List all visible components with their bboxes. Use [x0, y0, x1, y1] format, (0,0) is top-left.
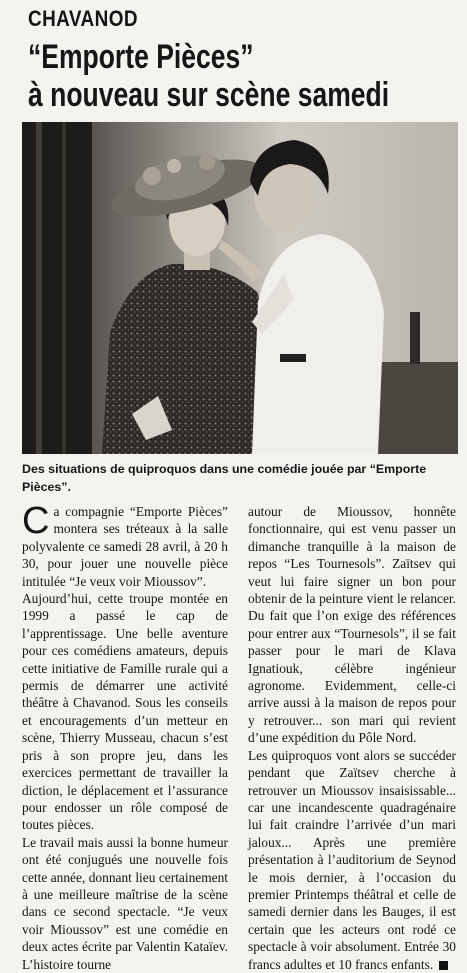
- photo-illustration: [22, 122, 458, 454]
- photo-caption: Des situations de quiproquos dans une comédie jouée par “Emporte Pièces”.: [22, 462, 427, 494]
- paragraph-intro-text: a compagnie “Emporte Pièces” montera ses tréteaux à la salle polyvalente ce samedi 28 avril, à 20 h 30, pour jouer une nouvelle pièce intitulée “Je veux voir Mioussov”.: [22, 504, 228, 589]
- drop-cap: C: [22, 500, 50, 542]
- paragraph-intro: [22, 500, 228, 590]
- paragraph-quiproquos: [248, 747, 456, 973]
- headline-line-2: à nouveau sur scène samedi: [28, 76, 390, 114]
- article-headline: [28, 38, 390, 114]
- article-photo: [22, 122, 458, 454]
- paragraph-histoire: autour de Mioussov, honnête fonctionnaire, qui est venu passer un dimanche tranquille à la maison de repos “Les Tournesols”. Zaïtsev qui veut lui faire signer un bon pour obtenir de la peinture vient le relancer. Du fait que l’on exige des références pour entrer aux “Tournesols”, il se fait passer pour le mari de Klava Ignatiouk, célèbre ingénieur agronome. Evidemment, celle-ci arrive aussi à la maison de repos pour y retrouver... son mari qui revient d’une expédition du Pôle Nord.: [248, 504, 456, 746]
- paragraph-troupe: Aujourd’hui, cette troupe montée en 1999 a passé le cap de l’apprentissage. Une belle aventure pour ces comédiens amateurs, depuis cette initiative de Famille rurale qui a permis de démarrer une activité théâtre à Chavanod. Sous les conseils et encouragements d’un metteur en scène, Thierry Musseau, chacun s’est pris à son propre jeu, dans les exercices permettant de travailler la diction, le déplacement et l’assurance pour endosser un rôle composé de toutes pièces.: [22, 591, 228, 833]
- paragraph-travail: Le travail mais aussi la bonne humeur ont été conjugués une nouvelle fois cette année, donnant lieu certainement à une meilleure maîtrise de la scène dans ce second spectacle. “Je veux voir Mioussov” est une comédie en deux actes écrite par Valentin Kataïev. L’histoire tourne: [22, 834, 228, 972]
- column-left: [22, 500, 228, 973]
- paragraph-quiproquos-text: Les quiproquos vont alors se succéder pendant que Zaïtsev cherche à retrouver un Mioussov insaisissable... car une incandescente quadragénaire lui fait craindre l’arrivée d’un mari jaloux... Après une première présentation à l’auditorium de Seynod le mois dernier, à l’occasion du premier Printemps théâtral et celle de samedi dernier dans les Bauges, il est certain que les acteurs ont rodé ce spectacle à voir absolument. Entrée 30 francs adultes et 10 francs enfants.: [248, 747, 456, 972]
- end-of-article-mark: [439, 961, 448, 970]
- headline-line-1: “Emporte Pièces”: [28, 38, 254, 76]
- column-right: [248, 503, 456, 973]
- article-kicker: CHAVANOD: [28, 6, 138, 31]
